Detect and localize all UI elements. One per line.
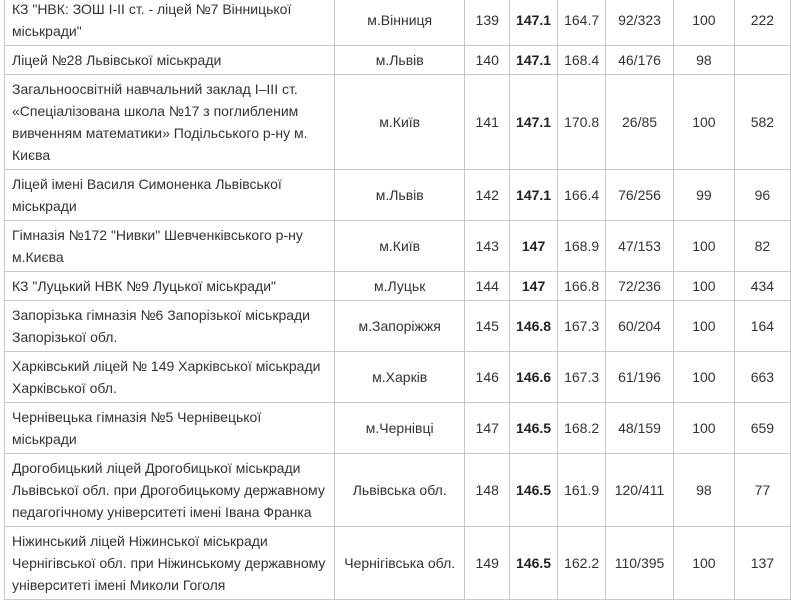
average-cell: 167.3: [558, 301, 606, 352]
percent-cell: 98: [673, 46, 734, 75]
average-cell: 168.2: [558, 403, 606, 454]
ratio-cell: 72/236: [606, 272, 674, 301]
last-value-cell: 582: [734, 75, 790, 170]
rank-cell: 147: [465, 403, 510, 454]
percent-cell: 100: [673, 301, 734, 352]
school-name-cell: Ліцей №28 Львівської міськради: [5, 46, 335, 75]
percent-cell: 100: [673, 272, 734, 301]
score-cell: 146.8: [510, 301, 558, 352]
percent-cell: 100: [673, 352, 734, 403]
percent-cell: 99: [673, 170, 734, 221]
table-row: [5, 301, 791, 352]
ratio-cell: 26/85: [606, 75, 674, 170]
average-cell: 166.4: [558, 170, 606, 221]
city-cell: м.Харків: [334, 352, 464, 403]
score-cell: 147.1: [510, 0, 558, 46]
city-cell: м.Київ: [334, 75, 464, 170]
table-row: [5, 272, 791, 301]
last-value-cell: 82: [734, 221, 790, 272]
score-cell: 146.5: [510, 527, 558, 600]
table-row: [5, 0, 791, 46]
score-cell: 147.1: [510, 46, 558, 75]
average-cell: 167.3: [558, 352, 606, 403]
score-cell: 146.6: [510, 352, 558, 403]
average-cell: 161.9: [558, 454, 606, 527]
table-row: [5, 221, 791, 272]
table-row: [5, 403, 791, 454]
school-name-cell: Харківський ліцей № 149 Харківської міськради Харківської обл.: [5, 352, 335, 403]
rank-cell: 140: [465, 46, 510, 75]
last-value-cell: 434: [734, 272, 790, 301]
table-row: [5, 46, 791, 75]
rank-cell: 145: [465, 301, 510, 352]
school-name-cell: КЗ "Луцький НВК №9 Луцької міськради": [5, 272, 335, 301]
average-cell: 164.7: [558, 0, 606, 46]
score-cell: 147: [510, 272, 558, 301]
score-cell: 146.5: [510, 403, 558, 454]
ratio-cell: 92/323: [606, 0, 674, 46]
ratio-cell: 48/159: [606, 403, 674, 454]
rank-cell: 142: [465, 170, 510, 221]
city-cell: м.Львів: [334, 46, 464, 75]
percent-cell: 98: [673, 454, 734, 527]
school-name-cell: Ніжинський ліцей Ніжинської міськради Чернігівської обл. при Ніжинському державному університеті імені Миколи Гоголя: [5, 527, 335, 600]
score-cell: 146.5: [510, 454, 558, 527]
last-value-cell: 659: [734, 403, 790, 454]
ratio-cell: 60/204: [606, 301, 674, 352]
table-row: [5, 170, 791, 221]
last-value-cell: [734, 46, 790, 75]
city-cell: м.Луцьк: [334, 272, 464, 301]
average-cell: 170.8: [558, 75, 606, 170]
rank-cell: 141: [465, 75, 510, 170]
school-name-cell: Дрогобицький ліцей Дрогобицької міськради Львівської обл. при Дрогобицькому державному педагогічному університеті імені Івана Франка: [5, 454, 335, 527]
ratio-cell: 46/176: [606, 46, 674, 75]
table-row: [5, 527, 791, 600]
percent-cell: 100: [673, 403, 734, 454]
rank-cell: 139: [465, 0, 510, 46]
city-cell: м.Київ: [334, 221, 464, 272]
school-name-cell: Запорізька гімназія №6 Запорізької міськради Запорізької обл.: [5, 301, 335, 352]
ratio-cell: 76/256: [606, 170, 674, 221]
score-cell: 147.1: [510, 170, 558, 221]
average-cell: 162.2: [558, 527, 606, 600]
rank-cell: 146: [465, 352, 510, 403]
city-cell: Львівська обл.: [334, 454, 464, 527]
table-row: [5, 454, 791, 527]
last-value-cell: 137: [734, 527, 790, 600]
percent-cell: 100: [673, 0, 734, 46]
school-name-cell: Гімназія №172 "Нивки" Шевченківського р-ну м.Києва: [5, 221, 335, 272]
last-value-cell: 222: [734, 0, 790, 46]
ratio-cell: 120/411: [606, 454, 674, 527]
rank-cell: 144: [465, 272, 510, 301]
ratio-cell: 47/153: [606, 221, 674, 272]
school-name-cell: Ліцей імені Василя Симоненка Львівської міськради: [5, 170, 335, 221]
average-cell: 168.4: [558, 46, 606, 75]
percent-cell: 100: [673, 75, 734, 170]
percent-cell: 100: [673, 527, 734, 600]
table-row: [5, 352, 791, 403]
school-name-cell: Чернівецька гімназія №5 Чернівецької міськради: [5, 403, 335, 454]
city-cell: м.Львів: [334, 170, 464, 221]
table-row: [5, 75, 791, 170]
average-cell: 166.8: [558, 272, 606, 301]
city-cell: м.Запоріжжя: [334, 301, 464, 352]
rank-cell: 149: [465, 527, 510, 600]
last-value-cell: 164: [734, 301, 790, 352]
city-cell: м.Вінниця: [334, 0, 464, 46]
city-cell: Чернігівська обл.: [334, 527, 464, 600]
city-cell: м.Чернівці: [334, 403, 464, 454]
ratio-cell: 61/196: [606, 352, 674, 403]
score-cell: 147.1: [510, 75, 558, 170]
average-cell: 168.9: [558, 221, 606, 272]
last-value-cell: 96: [734, 170, 790, 221]
ratio-cell: 110/395: [606, 527, 674, 600]
percent-cell: 100: [673, 221, 734, 272]
school-name-cell: Загальноосвітній навчальний заклад І–ІІІ ст. «Спеціалізована школа №17 з поглибленим вивченням математики» Подільського р-ну м. Києва: [5, 75, 335, 170]
rank-cell: 148: [465, 454, 510, 527]
last-value-cell: 663: [734, 352, 790, 403]
ranking-table: [4, 0, 791, 600]
rank-cell: 143: [465, 221, 510, 272]
score-cell: 147: [510, 221, 558, 272]
last-value-cell: 77: [734, 454, 790, 527]
school-name-cell: КЗ "НВК: ЗОШ І-ІІ ст. - ліцей №7 Вінницької міськради": [5, 0, 335, 46]
table-body: [5, 0, 791, 600]
